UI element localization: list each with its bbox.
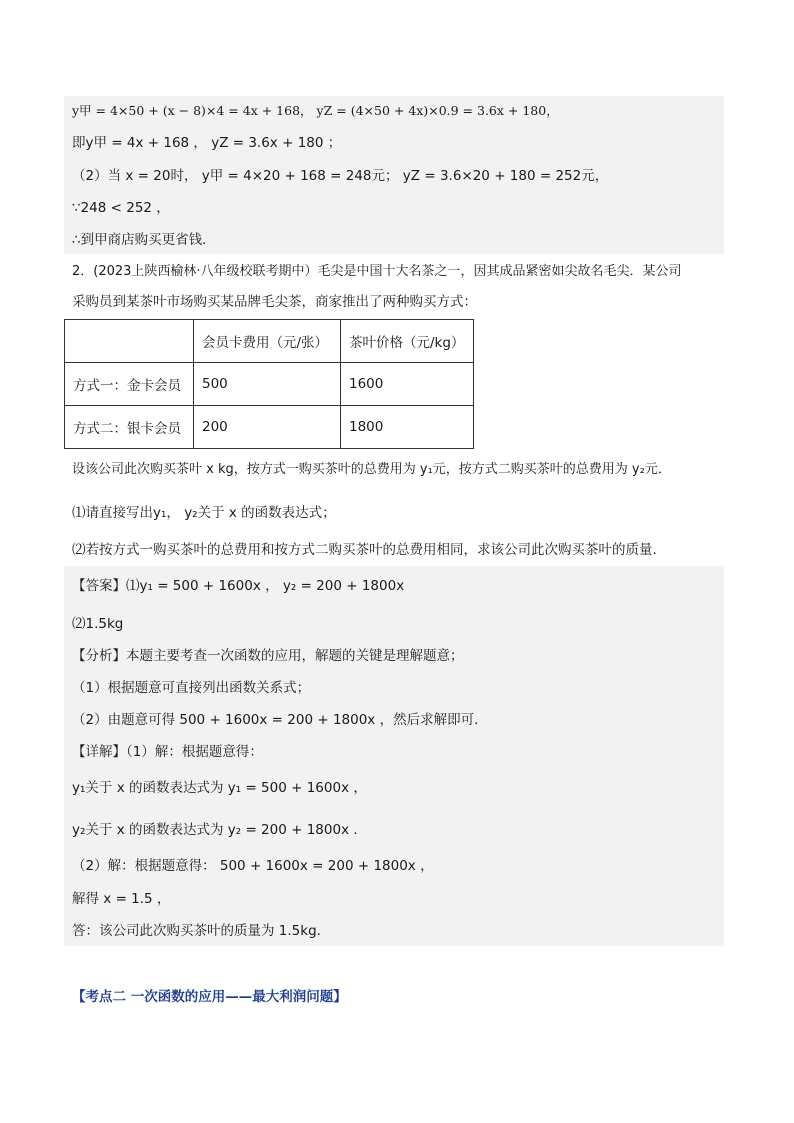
detail-line-5: 答：该公司此次购买茶叶的质量为 1.5kg． [72,923,331,939]
solution-line-2: 即y甲 = 4x + 168 ， yZ = 3.6x + 180 ； [72,135,342,151]
table-header-cell: 茶叶价格（元/kg） [341,320,474,363]
solution-line-1: y甲 = 4×50 + (x − 8)×4 = 4x + 168， yZ = (4×50 + 4x)×0.9 = 3.6x + 180， [72,103,559,118]
detail-line-2: y₂关于 x 的函数表达式为 y₂ = 200 + 1800x ． [72,822,367,838]
question-1: ⑴请直接写出y₁， y₂关于 x 的函数表达式； [72,505,336,521]
table-cell: 200 [194,406,341,449]
detail-line-4: 解得 x = 1.5 ， [72,891,171,907]
analysis-step-2: （2）由题意可得 500 + 1600x = 200 + 1800x ，然后求解即可． [72,712,488,728]
solution-line-3: （2）当 x = 20时， y甲 = 4×20 + 168 = 248元； yZ = 3.6×20 + 180 = 252元， [72,168,609,184]
table-header-cell: 会员卡费用（元/张） [194,320,341,363]
problem-2-stem-line-1: 2．(2023上陕西榆林·八年级校联考期中）毛尖是中国十大名茶之一，因其成品紧密如尖故名毛尖．某公司 [72,264,682,279]
detail-line-1: y₁关于 x 的函数表达式为 y₁ = 500 + 1600x ， [72,780,367,796]
table-cell: 方式一：金卡会员 [65,363,194,406]
answer-line-2: ⑵1.5kg [72,616,124,632]
answer-line-1: 【答案】⑴y₁ = 500 + 1600x ， y₂ = 200 + 1800x [72,578,405,594]
table-cell: 500 [194,363,341,406]
table-row [65,363,474,406]
analysis-step-1: （1）根据题意可直接列出函数关系式； [72,680,311,696]
table-cell: 方式二：银卡会员 [65,406,194,449]
question-2: ⑵若按方式一购买茶叶的总费用和按方式二购买茶叶的总费用相同，求该公司此次购买茶叶的质量． [72,542,666,558]
detail-heading: 【详解】（1）解：根据题意得： [72,744,263,760]
detail-line-3: （2）解：根据题意得： 500 + 1600x = 200 + 1800x ， [72,858,434,874]
solution-line-5: ∴到甲商店购买更省钱． [72,232,216,248]
problem-2-stem-line-2: 采购员到某茶叶市场购买某品牌毛尖茶，商家推出了两种购买方式： [72,294,477,310]
analysis-heading: 【分析】本题主要考查一次函数的应用，解题的关键是理解题意； [72,648,464,664]
solution-line-4: ∵248 < 252 ， [72,200,170,216]
section-heading: 【考点二 一次函数的应用——最大利润问题】 [72,989,347,1005]
y-jia-expression: y甲 = 4×50 + (x − 8)×4 = 4x + 168 [72,103,301,118]
table-header-cell [65,320,194,363]
table-cell: 1800 [341,406,474,449]
problem-2-setup: 设该公司此次购买茶叶 x kg，按方式一购买茶叶的总费用为 y₁元，按方式二购买茶叶的总费用为 y₂元． [72,462,671,477]
purchase-options-table [64,319,474,449]
y-yi-expression: yZ = (4×50 + 4x)×0.9 = 3.6x + 180 [316,103,547,118]
table-row [65,406,474,449]
table-header-row [65,320,474,363]
table-cell: 1600 [341,363,474,406]
